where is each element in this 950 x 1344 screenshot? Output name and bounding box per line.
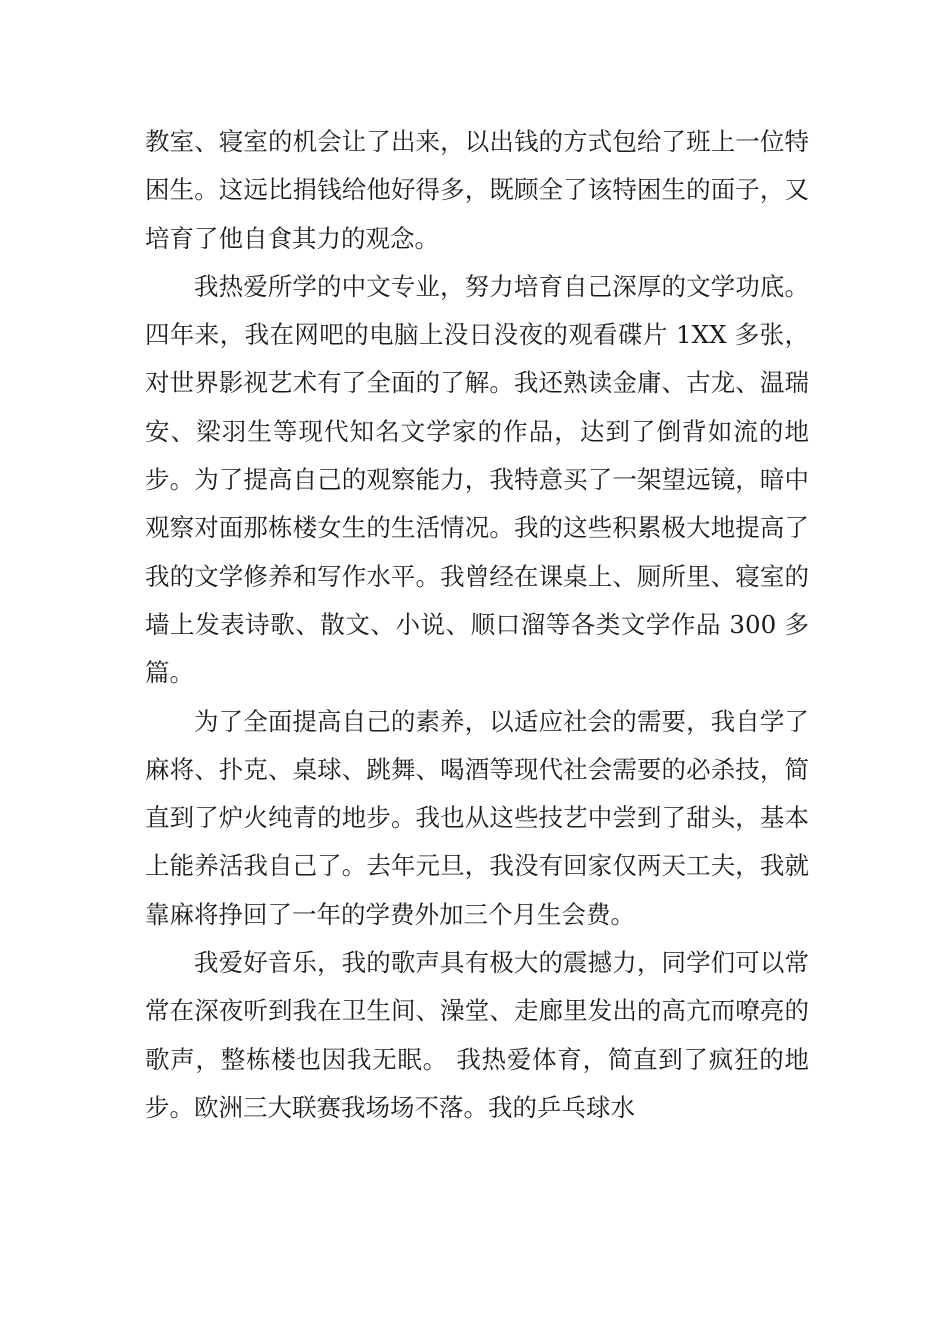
paragraph-1: 教室、寝室的机会让了出来，以出钱的方式包给了班上一位特困生。这远比捐钱给他好得多，既顾全了该特困生的面子，又培育了他自食其力的观念。: [145, 127, 809, 253]
body-text: [145, 118, 809, 1132]
paragraph-4: 我爱好音乐，我的歌声具有极大的震撼力，同学们可以常常在深夜听到我在卫生间、澡堂、走廊里发出的高亢而嘹亮的歌声，整栋楼也因我无眠。 我热爱体育，简直到了疯狂的地步。欧洲三大联赛我场场不落。我的乒乓球水: [145, 948, 809, 1122]
paragraph-2: 我热爱所学的中文专业，努力培育自己深厚的文学功底。四年来，我在网吧的电脑上没日没夜的观看碟片 1XX 多张，对世界影视艺术有了全面的了解。我还熟读金庸、古龙、温瑞安、梁羽生等现代知名文学家的作品，达到了倒背如流的地步。为了提高自己的观察能力，我特意买了一架望远镜，暗中观察对面那栋楼女生的生活情况。我的这些积累极大地提高了我的文学修养和写作水平。我曾经在课桌上、厕所里、寝室的墙上发表诗歌、散文、小说、顺口溜等各类文学作品 300 多篇。: [145, 271, 809, 688]
paragraph-3: 为了全面提高自己的素养，以适应社会的需要，我自学了麻将、扑克、桌球、跳舞、喝酒等现代社会需要的必杀技，简直到了炉火纯青的地步。我也从这些技艺中尝到了甜头，基本上能养活我自己了。去年元旦，我没有回家仅两天工夫，我就靠麻将挣回了一年的学费外加三个月生会费。: [145, 706, 809, 929]
